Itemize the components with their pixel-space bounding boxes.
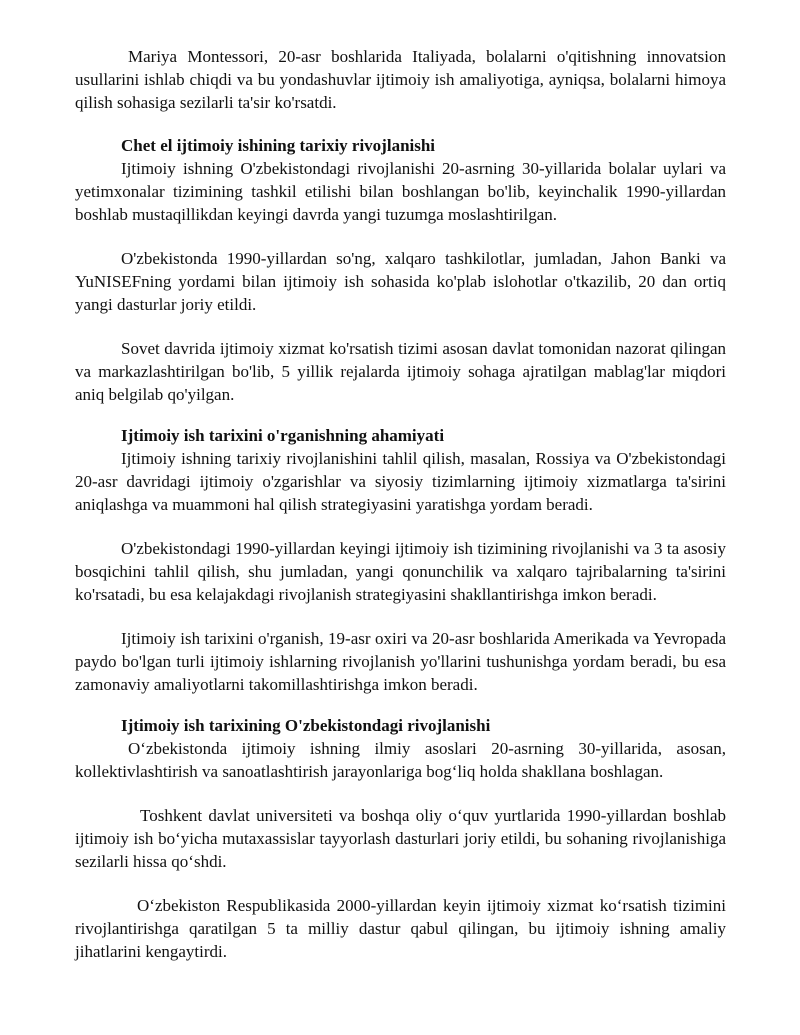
paragraph: O'zbekistonda 1990-yillardan so'ng, xalqaro tashkilotlar, jumladan, Jahon Banki va YuNISEFning yordami bilan ijtimoiy ish sohasida ko'plab islohotlar o'tkazilib, 20 dan ortiq yangi dasturlar joriy etildi. (75, 249, 726, 314)
paragraph: Sovet davrida ijtimoiy xizmat ko'rsatish tizimi asosan davlat tomonidan nazorat qilingan va markazlashtirilgan bo'lib, 5 yillik rejalarda ijtimoiy sohaga ajratilgan mablag'lar miqdori aniq belgilab qo'yilgan. (75, 339, 726, 404)
paragraph: O‘zbekiston Respublikasida 2000-yillardan keyin ijtimoiy xizmat ko‘rsatish tizimini rivojlantirishga qaratilgan 5 ta milliy dastur qabul qilingan, bu ijtimoiy ishning amaliy jihatlarini kengaytirdi. (75, 896, 726, 961)
paragraph: Ijtimoiy ishning tarixiy rivojlanishini tahlil qilish, masalan, Rossiya va O'zbekistondagi 20-asr davridagi ijtimoiy o'zgarishlar va siyosiy tizimlarning ijtimoiy xizmatlarga ta'sirini aniqlashga va muammoni hal qilish strategiyasini yaratishga yordam beradi. (75, 449, 726, 514)
paragraph: Ijtimoiy ish tarixini o'rganish, 19-asr oxiri va 20-asr boshlarida Amerikada va Yevropada paydo bo'lgan turli ijtimoiy ishlarning rivojlanish yo'llarini tushunishga yordam beradi, bu esa zamonaviy amaliyotlarni takomillashtirishga imkon beradi. (75, 629, 726, 694)
paragraph: Toshkent davlat universiteti va boshqa oliy o‘quv yurtlarida 1990-yillardan boshlab ijtimoiy ish bo‘yicha mutaxassislar tayyorlash dasturlari joriy etildi, bu sohaning rivojlanishiga sezilarli hissa qo‘shdi. (75, 806, 726, 871)
intro-paragraph: Mariya Montessori, 20-asr boshlarida Italiyada, bolalarni o'qitishning innovatsion usullarini ishlab chiqdi va bu yondashuvlar ijtimoiy ish amaliyotiga, ayniqsa, bolalarni himoya qilish sohasiga sezilarli ta'sir ko'rsatdi. (75, 47, 726, 112)
section-heading-importance: Ijtimoiy ish tarixini o'rganishning ahamiyati (121, 426, 445, 445)
section-heading-uzbekistan-development: Ijtimoiy ish tarixining O'zbekistondagi rivojlanishi (121, 716, 491, 735)
document-page (75, 45, 726, 984)
paragraph: O‘zbekistonda ijtimoiy ishning ilmiy asoslari 20-asrning 30-yillarida, asosan, kollektivlashtirish va sanoatlashtirish jarayonlariga bog‘liq holda shakllana boshlagan. (75, 739, 726, 781)
paragraph: O'zbekistondagi 1990-yillardan keyingi ijtimoiy ish tizimining rivojlanishi va 3 ta asosiy bosqichini tahlil qilish, shu jumladan, yangi qonunchilik va xalqaro tajribalarning ta'sirini ko'rsatadi, bu esa kelajakdagi rivojlanish strategiyasini shakllantirishga imkon beradi. (75, 539, 726, 604)
section-heading-foreign-history: Chet el ijtimoiy ishining tarixiy rivojlanishi (121, 136, 436, 155)
paragraph: Ijtimoiy ishning O'zbekistondagi rivojlanishi 20-asrning 30-yillarida bolalar uylari va yetimxonalar tizimining tashkil etilishi bilan boshlangan bo'lib, keyinchalik 1990-yillardan boshlab mustaqillikdan keyingi davrda yangi tuzumga moslashtirilgan. (75, 159, 726, 224)
